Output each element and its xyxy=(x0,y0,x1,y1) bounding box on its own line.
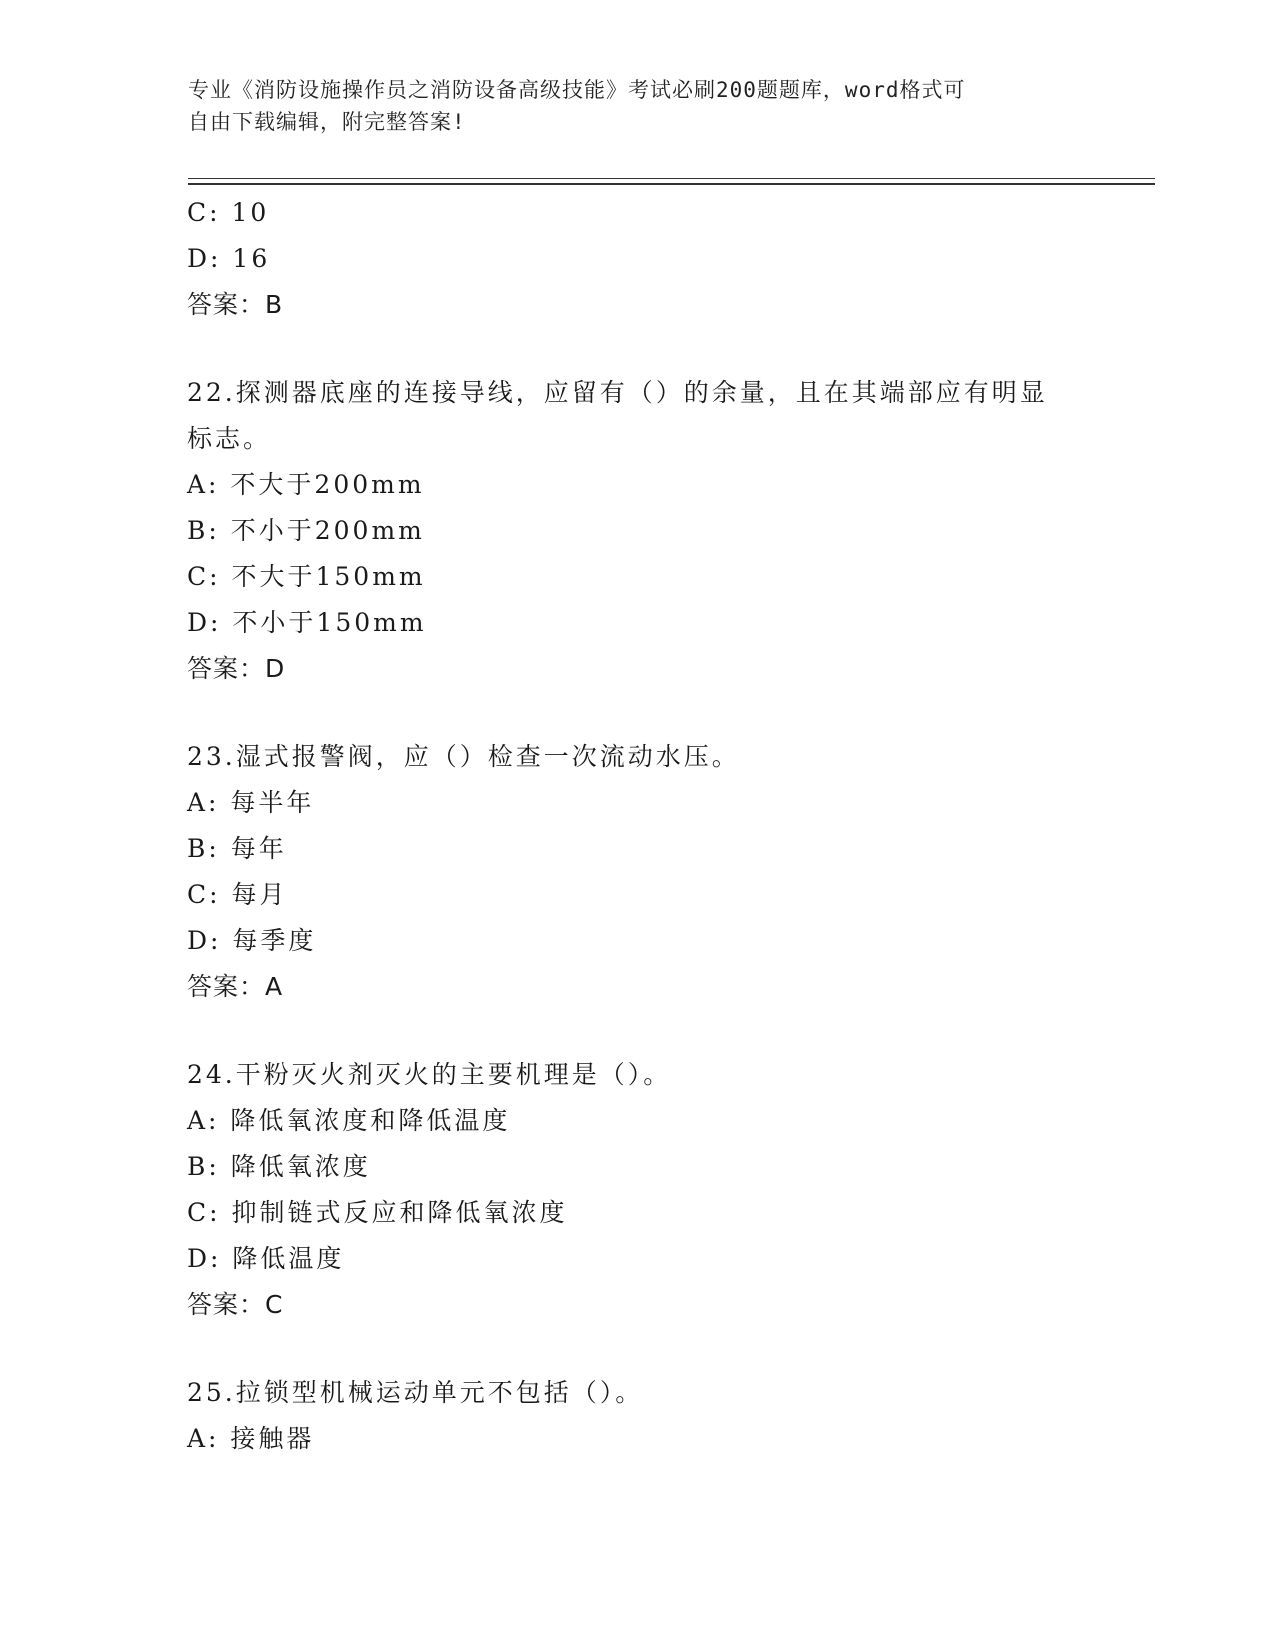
answer-line: 答案：B xyxy=(187,290,284,319)
header-divider-thick xyxy=(188,183,1155,185)
option-c: C: 每月 xyxy=(187,880,288,909)
question-22 xyxy=(187,370,1087,692)
option-d: D: 每季度 xyxy=(187,926,317,955)
option-d: D: 16 xyxy=(187,244,271,273)
option-a: A: 不大于200mm xyxy=(187,470,425,499)
question-25 xyxy=(187,1370,1087,1462)
question-stem: 23.湿式报警阀，应（）检查一次流动水压。 xyxy=(187,742,740,771)
option-b: B: 降低氧浓度 xyxy=(187,1152,371,1181)
option-d: D: 降低温度 xyxy=(187,1244,345,1273)
option-a: A: 每半年 xyxy=(187,788,315,817)
question-stem: 24.干粉灭火剂灭火的主要机理是（）。 xyxy=(187,1060,672,1089)
header-line-1: 专业《消防设施操作员之消防设备高级技能》考试必刷200题题库，word格式可 xyxy=(188,78,966,102)
question-24 xyxy=(187,1052,1087,1328)
option-c: C: 10 xyxy=(187,198,270,227)
question-stem: 22.探测器底座的连接导线，应留有（）的余量，且在其端部应有明显 xyxy=(187,378,1048,407)
answer-line: 答案：D xyxy=(187,654,286,683)
question-stem: 25.拉锁型机械运动单元不包括（）。 xyxy=(187,1378,644,1407)
answer-line: 答案：A xyxy=(187,972,284,1001)
question-stem-continued: 标志。 xyxy=(187,424,272,453)
header-divider-thin xyxy=(188,178,1155,179)
answer-line: 答案：C xyxy=(187,1290,284,1319)
question-21-tail xyxy=(187,190,1087,328)
option-d: D: 不小于150mm xyxy=(187,608,427,637)
question-list xyxy=(187,190,1087,1462)
question-23 xyxy=(187,734,1087,1010)
option-c: C: 抑制链式反应和降低氧浓度 xyxy=(187,1198,568,1227)
option-c: C: 不大于150mm xyxy=(187,562,426,591)
option-b: B: 每年 xyxy=(187,834,287,863)
header-line-2: 自由下载编辑，附完整答案! xyxy=(188,110,466,134)
option-b: B: 不小于200mm xyxy=(187,516,425,545)
option-a: A: 接触器 xyxy=(187,1424,315,1453)
option-a: A: 降低氧浓度和降低温度 xyxy=(187,1106,511,1135)
document-header xyxy=(188,74,1078,138)
